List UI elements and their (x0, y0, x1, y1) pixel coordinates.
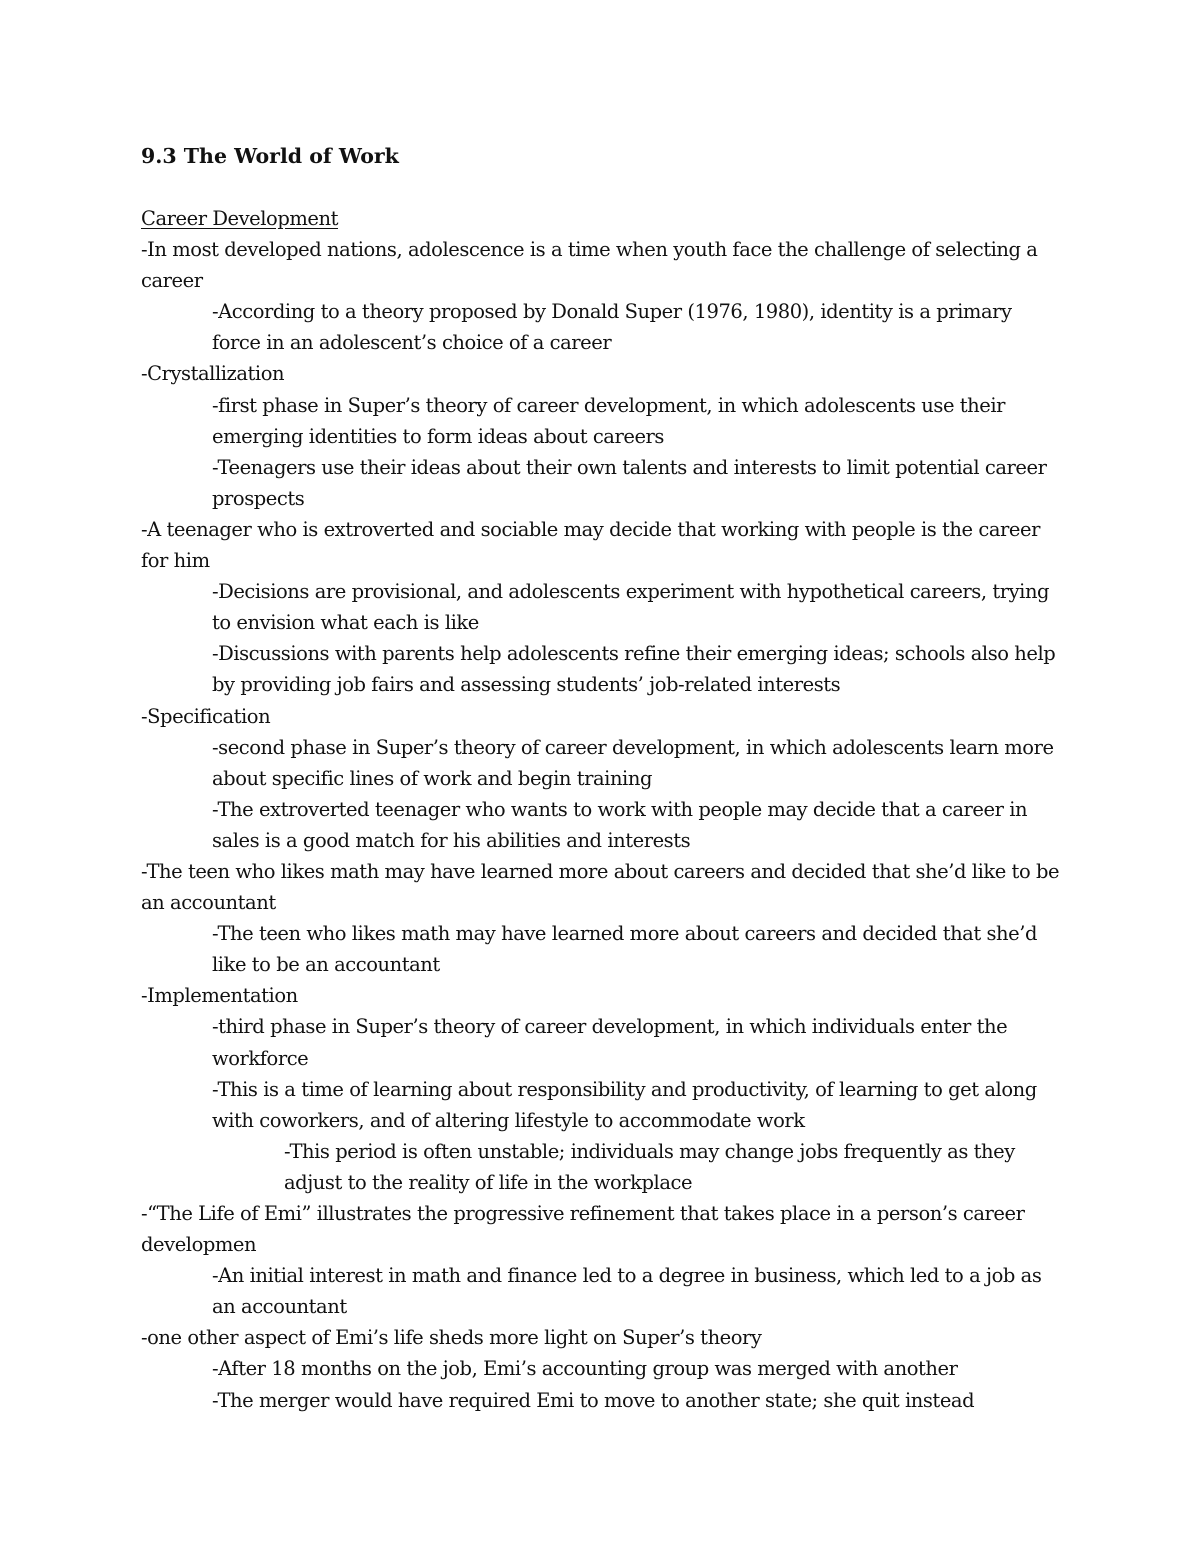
note-line: -After 18 months on the job, Emi’s accounting group was merged with another (212, 1357, 958, 1381)
note-line: -“The Life of Emi” illustrates the progressive refinement that takes place in a person’s career developmen (141, 1202, 1025, 1257)
document-title: 9.3 The World of Work (141, 144, 399, 168)
note-line: -Teenagers use their ideas about their own talents and interests to limit potential career prospects (212, 455, 1047, 510)
note-line: -Implementation (141, 984, 298, 1008)
note-line: -The teen who likes math may have learned more about careers and decided that she’d like to be an accountant (212, 922, 1038, 977)
note-line: -The extroverted teenager who wants to work with people may decide that a career in sales is a good match for his abilities and interests (212, 797, 1028, 852)
note-line: -one other aspect of Emi’s life sheds more light on Super’s theory (141, 1326, 762, 1350)
note-line: -third phase in Super’s theory of career development, in which individuals enter the workforce (212, 1015, 1008, 1070)
note-line: -An initial interest in math and finance led to a degree in business, which led to a job as an accountant (212, 1264, 1042, 1319)
notes-body (141, 203, 1061, 1416)
note-line: -second phase in Super’s theory of career development, in which adolescents learn more about specific lines of work and begin training (212, 735, 1054, 790)
note-line: -This period is often unstable; individuals may change jobs frequently as they adjust to the reality of life in the workplace (284, 1139, 1015, 1194)
note-line: -Discussions with parents help adolescents refine their emerging ideas; schools also help by providing job fairs and assessing students’ job-related interests (212, 642, 1056, 697)
note-line: -Crystallization (141, 362, 285, 386)
note-line: -In most developed nations, adolescence is a time when youth face the challenge of selecting a career (141, 238, 1038, 293)
note-line: -This is a time of learning about responsibility and productivity, of learning to get along with coworkers, and of altering lifestyle to accommodate work (212, 1077, 1037, 1132)
note-line: -The merger would have required Emi to move to another state; she quit instead (212, 1388, 975, 1412)
note-line: -Specification (141, 704, 271, 728)
note-line: -first phase in Super’s theory of career development, in which adolescents use their emerging identities to form ideas about careers (212, 393, 1006, 448)
section-heading: Career Development (141, 207, 338, 230)
note-line: -A teenager who is extroverted and sociable may decide that working with people is the career for him (141, 517, 1040, 573)
note-line: -Decisions are provisional, and adolescents experiment with hypothetical careers, trying to envision what each is like (212, 580, 1050, 635)
note-line: -The teen who likes math may have learned more about careers and decided that she’d like to be an accountant (141, 859, 1060, 915)
note-line: -According to a theory proposed by Donald Super (1976, 1980), identity is a primary force in an adolescent’s choice of a career (212, 300, 1012, 355)
